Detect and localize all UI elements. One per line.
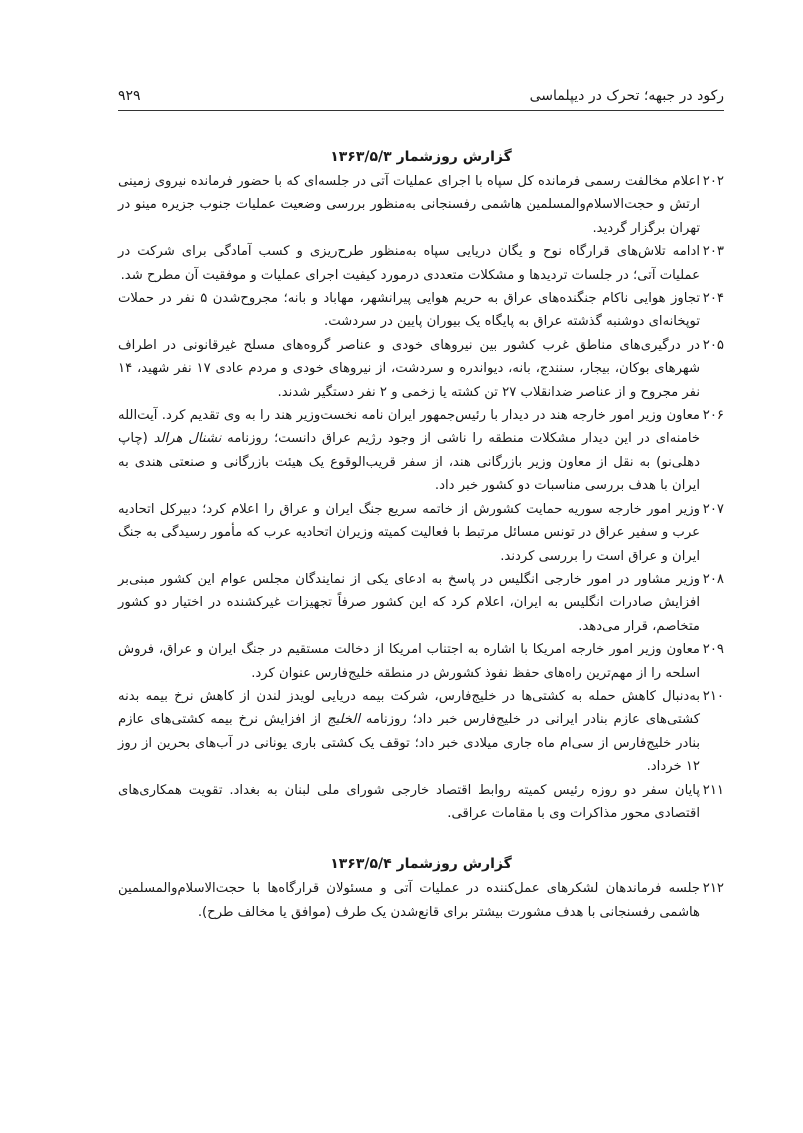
section-title: گزارش روزشمار ۱۳۶۳/۵/۴ <box>330 856 512 873</box>
running-header <box>118 86 724 111</box>
entry-211 <box>118 779 724 826</box>
section-gap <box>118 825 724 853</box>
page-number: ۹۲۹ <box>118 88 141 104</box>
entry-number: ۲۰۸ <box>702 571 724 587</box>
entry-210 <box>118 685 724 779</box>
entry-number: ۲۰۴ <box>702 291 724 307</box>
entry-number: ۲۰۳ <box>702 244 724 260</box>
entry-204 <box>118 287 724 334</box>
entry-text: معاون وزیر امور خارجه امریکا با اشاره به اجتناب امریکا از دخالت مستقیم در جنگ ایران و عراق، فروش اسلحه را از مهم‌ترین راه‌های حفظ نفوذ کشورش در منطقه خلیج‌فارس عنوان کرد. <box>118 642 700 681</box>
entry-number: ۲۰۷ <box>702 501 724 517</box>
entry-number: ۲۱۲ <box>702 881 724 897</box>
entry-212 <box>118 877 724 924</box>
entry-text: در درگیری‌های مناطق غرب کشور بین نیروهای خودی و عناصر گروه‌های مسلح غیرقانونی در اطراف شهرهای بوکان، بیجار، سنندج، بانه، دیواندره و سردشت، از نیروهای خودی و مردم عادی ۱۷ نفر شهید، ۱۴ نفر مجروح و از عناصر ضدانقلاب ۲۷ تن کشته یا زخمی و ۲ نفر دستگیر شدند. <box>118 337 700 400</box>
newspaper-name: الخلیج <box>326 712 360 728</box>
running-title: رکود در جبهه؛ تحرک در دیپلماسی <box>529 88 724 104</box>
entry-209 <box>118 638 724 685</box>
page-content <box>118 146 724 924</box>
entry-text: به‌دنبال کاهش حمله به کشتی‌ها در خلیج‌فارس، شرکت بیمه دریایی لویدز لندن از کاهش نرخ بیمه بدنه کشتی‌های عازم بنادر ایرانی در خلیج‌فارس خبر داد؛ روزنامه <box>118 688 701 728</box>
entry-text: معاون وزیر امور خارجه هند در دیدار با رئیس‌جمهور ایران نامه نخست‌وزیر هند را به وی تقدیم کرد. آیت‌الله خامنه‌ای در این دیدار مشکلات منطقه را ناشی از وجود رژیم عراق دانست؛ روزنامه <box>118 408 700 447</box>
entry-205 <box>118 334 724 404</box>
entry-number: ۲۱۱ <box>702 782 724 798</box>
entry-number: ۲۰۶ <box>702 408 724 424</box>
entry-text: ادامه تلاش‌های قرارگاه نوح و یگان دریایی سپاه به‌منظور طرح‌ریزی و کسب آمادگی برای شرکت در عملیات آتی؛ در جلسات تردیدها و مشکلات متعددی درمورد کیفیت اجرای عملیات و موفقیت آن مطرح شد. <box>118 244 700 283</box>
entry-number: ۲۰۵ <box>702 337 724 353</box>
entry-206 <box>118 404 724 498</box>
entry-208 <box>118 568 724 638</box>
entry-203 <box>118 240 724 287</box>
entry-text: جلسه فرماندهان لشکرهای عمل‌کننده در عملیات آتی و مسئولان قرارگاه‌ها با حجت‌الاسلام‌والمسلمین هاشمی رفسنجانی با هدف مشورت بیشتر برای قانع‌شدن یک طرف (موافق یا مخالف طرح). <box>118 881 700 920</box>
entry-207 <box>118 498 724 568</box>
entry-number: ۲۰۲ <box>702 174 724 189</box>
entry-number: ۲۰۹ <box>702 642 724 658</box>
entry-text: اعلام مخالفت رسمی فرمانده کل سپاه با اجرای عملیات آتی در جلسه‌ای که با حضور فرمانده نیروی زمینی ارتش و حجت‌الاسلام‌والمسلمین هاشمی رفسنجانی به‌منظور بررسی وضعیت عملیات جنوب جزیره مینو در تهران برگزار گردید. <box>118 174 700 236</box>
section-title: گزارش روزشمار ۱۳۶۳/۵/۳ <box>330 149 512 165</box>
entry-text: وزیر مشاور در امور خارجی انگلیس در پاسخ به ادعای یکی از نمایندگان مجلس عوام این کشور مبنی‌بر افزایش صادرات انگلیس به ایران، اعلام کرد که این کشور صرفاً تجهیزات غیرکشنده در اختیار دو کشور متخاصم، قرار می‌دهد. <box>118 571 700 634</box>
entry-text: (چاپ دهلی‌نو) به نقل از معاون وزیر بازرگانی هند، از سفر قریب‌الوقوع یک هیئت بازرگانی و صنعتی هندی به ایران با هدف بررسی مناسبات دو کشور خبر داد. <box>118 431 700 494</box>
entry-text: پایان سفر دو روزه رئیس کمیته روابط اقتصاد خارجی شورای ملی لبنان به بغداد. تقویت همکاری‌های اقتصادی محور مذاکرات وی با مقامات عراقی. <box>118 782 700 821</box>
entry-text: تجاوز هوایی ناکام جنگنده‌های عراق به حریم هوایی پیرانشهر، مهاباد و بانه؛ مجروح‌شدن ۵ نفر در حملات توپخانه‌ای دوشنبه گذشته عراق به پایگاه یک بیوران پایین در سردشت. <box>118 291 701 330</box>
newspaper-name: نشنال هرالد <box>153 431 222 447</box>
entry-number: ۲۱۰ <box>702 688 724 704</box>
entry-202 <box>118 170 724 240</box>
entry-text: وزیر امور خارجه سوریه حمایت کشورش از خاتمه سریع جنگ ایران و عراق را اعلام کرد؛ دبیرکل اتحادیه عرب و سفیر عراق در تونس مسائل مرتبط با فعالیت کمیته وزیران اتحادیه عرب که مأمور رسیدگی به جنگ ایران و عراق است را بررسی کردند. <box>118 501 700 564</box>
entry-text: از افزایش نرخ بیمه کشتی‌های عازم بنادر خلیج‌فارس از سی‌ام ماه جاری میلادی خبر داد؛ توقف یک کشتی باری یونانی در آب‌های بحرین از روز ۱۲ خرداد. <box>118 712 700 775</box>
